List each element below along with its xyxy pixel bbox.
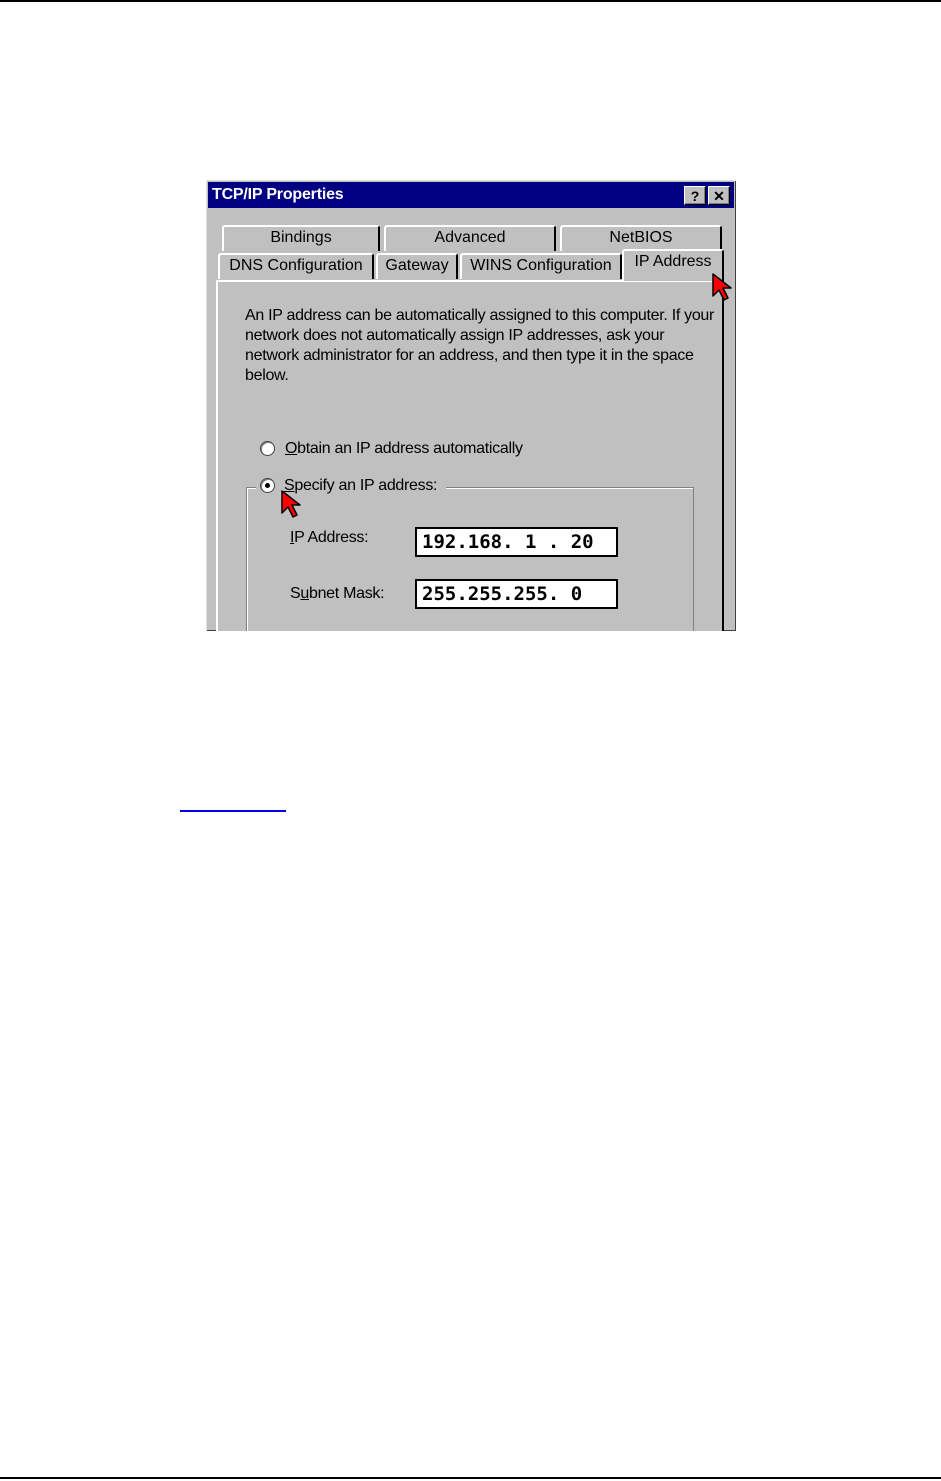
tab-ip-address[interactable]: IP Address (622, 249, 724, 281)
obtain-ip-automatically-label[interactable]: Obtain an IP address automatically (285, 440, 523, 457)
ip-address-label: IP Address: (290, 529, 369, 546)
subnet-mask-input[interactable]: 255.255.255. 0 (415, 579, 618, 609)
panel-description: An IP address can be automatically assigned to this computer. If your network does not automatically assign IP addresses, ask your network administrator for an address, and then type it in the space below. (245, 307, 715, 384)
tab-bindings[interactable]: Bindings (222, 225, 380, 251)
page-top-rule (0, 0, 941, 2)
radio-selected-dot (265, 483, 270, 488)
specify-ip-address-label[interactable]: Specify an IP address: (284, 477, 438, 494)
tab-netbios[interactable]: NetBIOS (560, 225, 722, 251)
specify-ip-group (246, 487, 694, 647)
subnet-mask-label: Subnet Mask: (290, 585, 385, 602)
obtain-ip-automatically-radio[interactable] (260, 441, 275, 456)
help-button[interactable]: ? (684, 186, 706, 205)
page-bottom-rule (0, 1477, 941, 1479)
tab-gateway[interactable]: Gateway (376, 253, 458, 279)
red-arrow-cursor-icon (711, 272, 733, 302)
tab-advanced[interactable]: Advanced (384, 225, 556, 251)
dialog-title: TCP/IP Properties (212, 186, 344, 203)
red-arrow-cursor-icon (280, 489, 302, 519)
document-link[interactable] (180, 788, 286, 812)
title-bar[interactable] (208, 182, 734, 208)
tab-dns-configuration[interactable]: DNS Configuration (218, 253, 374, 279)
close-button[interactable]: ✕ (708, 186, 730, 205)
tab-wins-configuration[interactable]: WINS Configuration (460, 253, 622, 279)
screenshot-clip (200, 631, 760, 671)
specify-ip-address-radio[interactable] (260, 478, 275, 493)
ip-address-input[interactable]: 192.168. 1 . 20 (415, 527, 618, 557)
